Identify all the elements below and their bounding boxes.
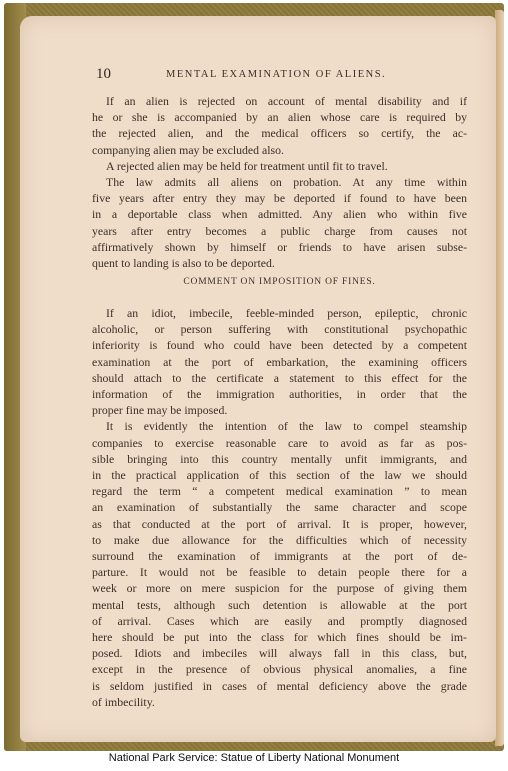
text-line: quent to landing is also to be deported. [92, 256, 275, 271]
text-line: It is evidently the intention of the law to compel steamship [106, 419, 467, 434]
text-line: as that conducted at the port of arrival. It is proper, however, [92, 516, 467, 531]
text-line: in the practical application of this section of the law we should [92, 468, 467, 482]
text-line: information of the immigration authorities, in order that the [92, 387, 467, 402]
paragraph-3 [92, 174, 467, 271]
text-line: here should be put into the class for which fines should be im- [92, 630, 467, 645]
text-line: examination at the port of embarkation, the examining officers [92, 354, 467, 369]
text-line: companying alien may be excluded also. [92, 142, 284, 157]
text-line: parture. It would not be feasible to detain people there for a [92, 565, 467, 580]
text-line: sible bringing into this country mentally unfit immigrants, and [92, 451, 467, 466]
page-header [96, 66, 460, 84]
text-line: posed. Idiots and imbeciles will always fall in this class, but, [92, 646, 467, 661]
text-line: proper fine may be imposed. [92, 403, 228, 418]
paragraph-4 [92, 305, 467, 418]
text-line: is seldom justified in cases of mental deficiency above the grade [92, 678, 467, 693]
text-line: affirmatively shown by himself or friends to have arisen subse- [92, 239, 467, 254]
text-line: to make due allowance for the difficulties which of necessity [92, 532, 467, 547]
text-line: regard the term “ a competent medical examination ” to mean [92, 484, 467, 499]
text-line: of arrival. Cases which are easily and promptly diagnosed [92, 613, 467, 628]
text-line: an examination of substantially the same character and scope [92, 500, 467, 515]
text-line: in a deportable class when admitted. Any alien who within five [92, 207, 467, 222]
page-edges [495, 10, 504, 746]
credit-footer: National Park Service: Statue of Liberty National Monument [108, 752, 400, 764]
text-line: years after entry becomes a public charge from causes not [92, 223, 467, 238]
paragraph-2 [92, 158, 467, 174]
text-line: A rejected alien may be held for treatment until fit to travel. [106, 158, 388, 173]
paragraph-1 [92, 93, 467, 158]
text-line: of imbecility. [92, 694, 155, 709]
text-line: mental tests, although such detention is allowable at the port [92, 597, 467, 612]
text-line: week or more on mere suspicion for the purpose of giving them [92, 581, 467, 596]
section-heading: COMMENT ON IMPOSITION OF FINES. [183, 277, 376, 287]
text-line: should attach to the certificate a statement to this effect for the [92, 370, 467, 385]
text-line: surround the examination of immigrants at the port of de- [92, 549, 467, 564]
text-line: alcoholic, or person suffering with constitutional psychopathic [92, 322, 467, 337]
text-line: except in the presence of obvious physical anomalies, a fine [92, 662, 467, 677]
text-line: inferiority is found who could have been detected by a competent [92, 338, 467, 353]
text-line: If an idiot, imbecile, feeble-minded person, epileptic, chronic [106, 306, 467, 320]
text-line: The law admits all aliens on probation. At any time within [106, 175, 467, 189]
running-head: MENTAL EXAMINATION OF ALIENS. [166, 69, 387, 80]
page-number: 10 [96, 66, 111, 82]
text-line: he or she is accompanied by an alien whose care is required by [92, 110, 467, 125]
paragraph-5 [92, 418, 467, 710]
text-line: five years after entry they may be deported if found to have been [92, 191, 467, 206]
text-line: companies to exercise reasonable care to avoid as far as pos- [92, 435, 467, 450]
text-line: If an alien is rejected on account of mental disability and if [106, 94, 467, 108]
text-line: the rejected alien, and the medical officers so certify, the ac- [92, 126, 467, 141]
